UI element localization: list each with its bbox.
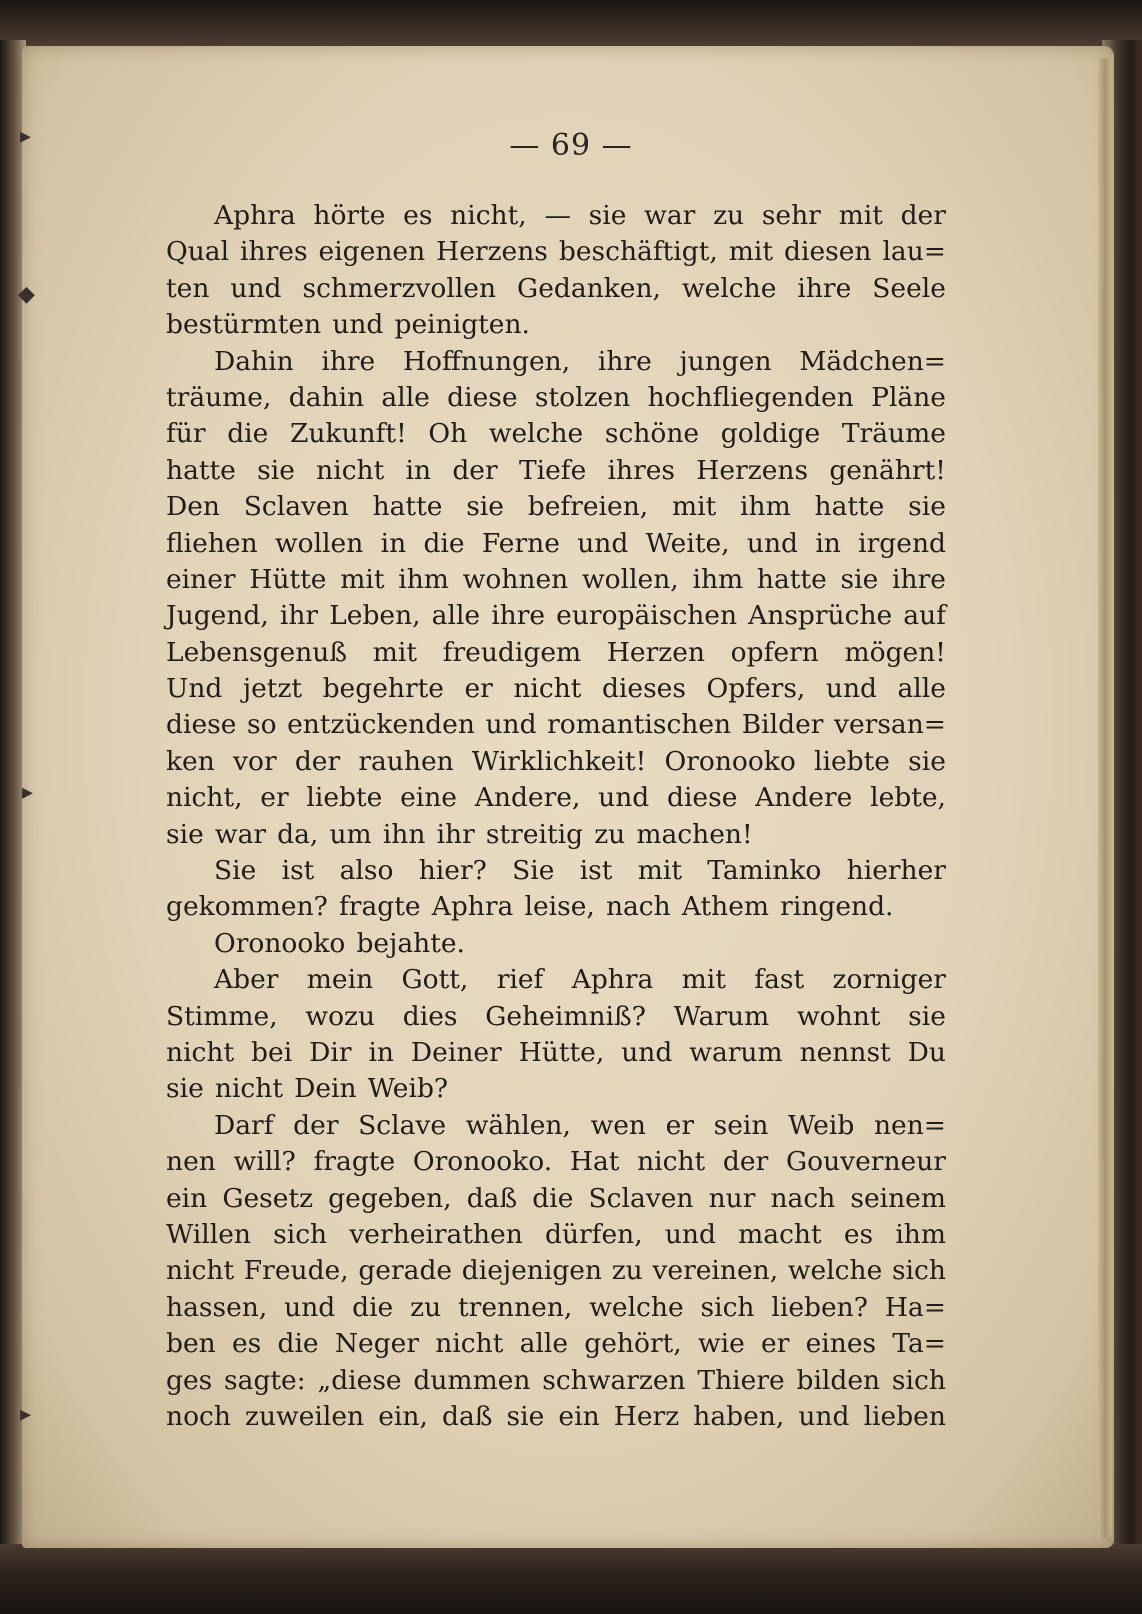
- text-line: sie nicht Dein Weib?: [166, 1073, 449, 1105]
- text-line: nicht, er liebte eine Andere, und diese Andere lebte,: [166, 782, 946, 814]
- text-line: ein Gesetz gegeben, daß die Sclaven nur nach seinem: [166, 1182, 946, 1214]
- text-line: ges sagte: „diese dummen schwarzen Thiere bilden sich: [166, 1364, 946, 1396]
- text-line: Dahin ihre Hoffnungen, ihre jungen Mädchen=: [214, 345, 946, 377]
- text-line: für die Zukunft! Oh welche schöne goldige Träume: [166, 418, 946, 450]
- text-line: ben es die Neger nicht alle gehört, wie er eines Ta=: [166, 1328, 946, 1360]
- text-line: nicht Freude, gerade diejenigen zu vereinen, welche sich: [166, 1255, 946, 1287]
- text-line: ken vor der rauhen Wirklichkeit! Oronooko liebte sie: [166, 745, 946, 777]
- text-line: bestürmten und peinigten.: [166, 309, 530, 341]
- text-line: träume, dahin alle diese stolzen hochfliegenden Pläne: [166, 381, 946, 413]
- text-line: Lebensgenuß mit freudigem Herzen opfern mögen!: [166, 636, 946, 668]
- page-edge: [1098, 58, 1112, 1538]
- text-line: Jugend, ihr Leben, alle ihre europäischen Ansprüche auf: [166, 600, 946, 632]
- text-line: Stimme, wozu dies Geheimniß? Warum wohnt sie: [166, 1000, 946, 1032]
- margin-mark: ▸: [20, 124, 32, 149]
- text-line: hatte sie nicht in der Tiefe ihres Herzens genährt!: [166, 454, 946, 486]
- text-line: Sie ist also hier? Sie ist mit Taminko hierher: [214, 855, 946, 887]
- text-line: sie war da, um ihn ihr streitig zu machen!: [166, 818, 753, 850]
- text-line: Willen sich verheirathen dürfen, und macht es ihm: [166, 1218, 946, 1250]
- page-number: — 69 —: [509, 128, 633, 163]
- text-line: Den Sclaven hatte sie befreien, mit ihm hatte sie: [166, 491, 946, 523]
- text-line: nen will? fragte Oronooko. Hat nicht der Gouverneur: [166, 1146, 946, 1178]
- page-body-text: [166, 198, 946, 1435]
- text-line: Und jetzt begehrte er nicht dieses Opfers, und alle: [166, 673, 946, 705]
- text-line: nicht bei Dir in Deiner Hütte, und warum nennst Du: [166, 1036, 946, 1068]
- text-line: Darf der Sclave wählen, wen er sein Weib nen=: [214, 1109, 946, 1141]
- margin-mark: ▸: [20, 1402, 32, 1427]
- text-line: Aber mein Gott, rief Aphra mit fast zorniger: [214, 964, 946, 996]
- text-line: diese so entzückenden und romantischen Bilder versan=: [166, 709, 946, 741]
- text-line: ten und schmerzvollen Gedanken, welche ihre Seele: [166, 272, 946, 304]
- text-line: einer Hütte mit ihm wohnen wollen, ihm hatte sie ihre: [166, 563, 946, 595]
- text-line: gekommen? fragte Aphra leise, nach Athem ringend.: [166, 891, 894, 923]
- text-line: Qual ihres eigenen Herzens beschäftigt, mit diesen lau=: [166, 236, 946, 268]
- text-line: Aphra hörte es nicht, — sie war zu sehr mit der: [214, 200, 946, 231]
- book-cover-bottom: [0, 1544, 1142, 1614]
- text-line: Oronooko bejahte.: [214, 927, 465, 959]
- text-line: fliehen wollen in die Ferne und Weite, und in irgend: [166, 527, 946, 559]
- margin-mark: ◆: [18, 282, 35, 307]
- text-line: noch zuweilen ein, daß sie ein Herz haben, und lieben: [166, 1400, 946, 1432]
- margin-mark: ▸: [22, 780, 34, 805]
- text-line: hassen, und die zu trennen, welche sich lieben? Ha=: [166, 1291, 946, 1323]
